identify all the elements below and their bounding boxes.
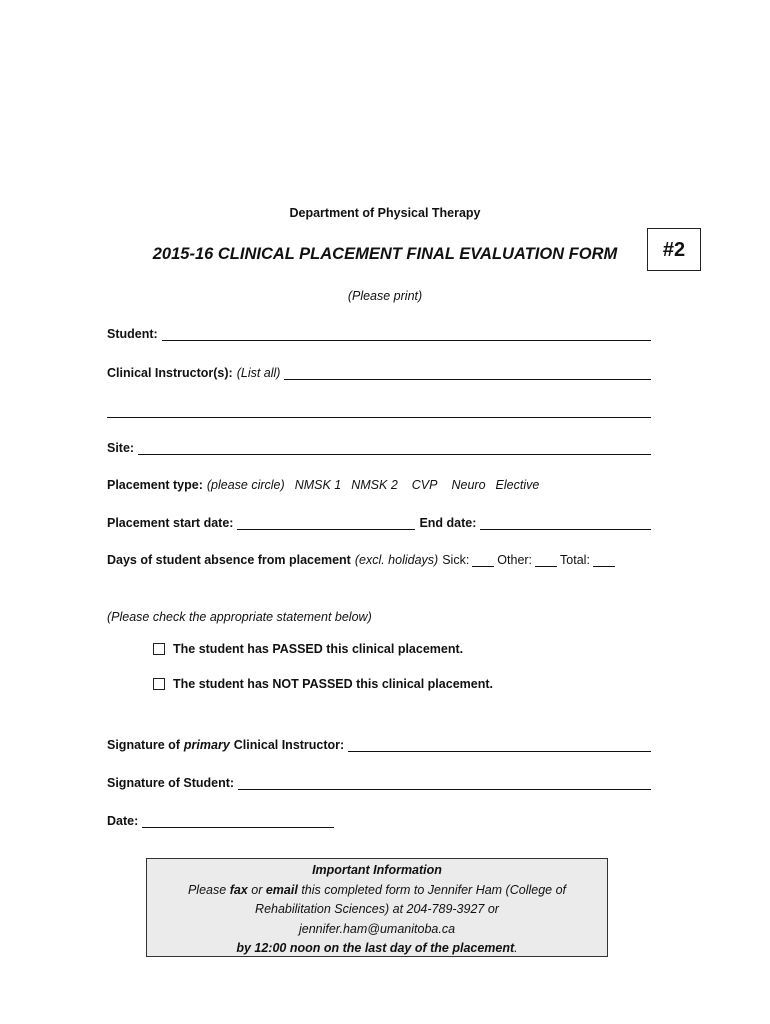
info-period: . xyxy=(514,941,518,955)
primary-signature-emph: primary xyxy=(183,738,230,752)
department-heading: Department of Physical Therapy xyxy=(289,206,481,220)
site-field[interactable] xyxy=(138,440,651,455)
primary-signature-row xyxy=(107,737,651,752)
not-passed-label: The student has NOT PASSED this clinical placement. xyxy=(173,677,493,691)
info-text-email: email xyxy=(265,882,298,897)
print-note: (Please print) xyxy=(347,289,423,303)
date-row xyxy=(107,813,334,828)
instructor-field[interactable] xyxy=(284,365,651,380)
total-label: Total: xyxy=(560,553,590,567)
start-date-label: Placement start date: xyxy=(107,516,234,530)
instructor-row xyxy=(107,365,651,380)
important-info-box xyxy=(146,858,608,957)
primary-signature-prefix: Signature of xyxy=(107,738,180,752)
info-heading: Important Information xyxy=(312,863,442,877)
sick-field[interactable] xyxy=(472,554,494,567)
passed-option[interactable] xyxy=(153,642,463,656)
info-line-4 xyxy=(147,939,607,959)
absence-note: (excl. holidays) xyxy=(354,553,439,567)
instructor-note: (List all) xyxy=(236,366,281,380)
form-title: 2015-16 CLINICAL PLACEMENT FINAL EVALUATION FORM xyxy=(152,245,618,263)
placement-option-elective[interactable]: Elective xyxy=(495,478,540,492)
form-number-badge: #2 xyxy=(647,228,701,271)
site-row xyxy=(107,440,651,455)
total-field[interactable] xyxy=(593,554,615,567)
instructor-label: Clinical Instructor(s): xyxy=(107,366,233,380)
student-label: Student: xyxy=(107,327,158,341)
dates-row xyxy=(107,515,651,530)
placement-option-nmsk1[interactable]: NMSK 1 xyxy=(294,478,342,492)
end-date-label: End date: xyxy=(419,516,477,530)
info-text-rest: this completed form to Jennifer Ham (College of xyxy=(301,882,567,897)
placement-option-neuro[interactable]: Neuro xyxy=(451,478,486,492)
placement-option-nmsk2[interactable]: NMSK 2 xyxy=(351,478,398,492)
student-field[interactable] xyxy=(162,326,651,341)
info-email[interactable]: jennifer.ham@umanitoba.ca xyxy=(298,921,456,936)
not-passed-checkbox[interactable] xyxy=(153,678,165,690)
info-text-fax: fax xyxy=(229,882,248,897)
other-field[interactable] xyxy=(535,554,557,567)
info-text-please: Please xyxy=(187,882,227,897)
date-label: Date: xyxy=(107,814,139,828)
date-field[interactable] xyxy=(142,813,334,828)
instructor-field-2[interactable] xyxy=(107,417,651,418)
student-signature-label: Signature of Student: xyxy=(107,776,235,790)
student-row xyxy=(107,326,651,341)
other-label: Other: xyxy=(497,553,533,567)
check-instruction: (Please check the appropriate statement below) xyxy=(107,610,372,624)
placement-type-row xyxy=(107,478,651,492)
passed-label: The student has PASSED this clinical placement. xyxy=(173,642,464,656)
not-passed-option[interactable] xyxy=(153,677,493,691)
start-date-field[interactable] xyxy=(237,515,415,530)
absence-row xyxy=(107,553,651,567)
primary-signature-field[interactable] xyxy=(348,737,651,752)
student-signature-row xyxy=(107,775,651,790)
end-date-field[interactable] xyxy=(480,515,651,530)
info-line-2: Rehabilitation Sciences) at 204-789-3927 or xyxy=(255,902,499,916)
info-deadline: by 12:00 noon on the last day of the placement xyxy=(236,941,515,955)
passed-checkbox[interactable] xyxy=(153,643,165,655)
placement-option-cvp[interactable]: CVP xyxy=(411,478,438,492)
student-signature-field[interactable] xyxy=(238,775,651,790)
info-line-1 xyxy=(147,881,607,901)
absence-label: Days of student absence from placement xyxy=(107,553,351,567)
placement-type-note: (please circle) xyxy=(206,478,285,492)
site-label: Site: xyxy=(107,441,135,455)
primary-signature-suffix: Clinical Instructor: xyxy=(233,738,345,752)
sick-label: Sick: xyxy=(442,553,470,567)
placement-type-label: Placement type: xyxy=(107,478,203,492)
info-text-or: or xyxy=(251,882,263,897)
